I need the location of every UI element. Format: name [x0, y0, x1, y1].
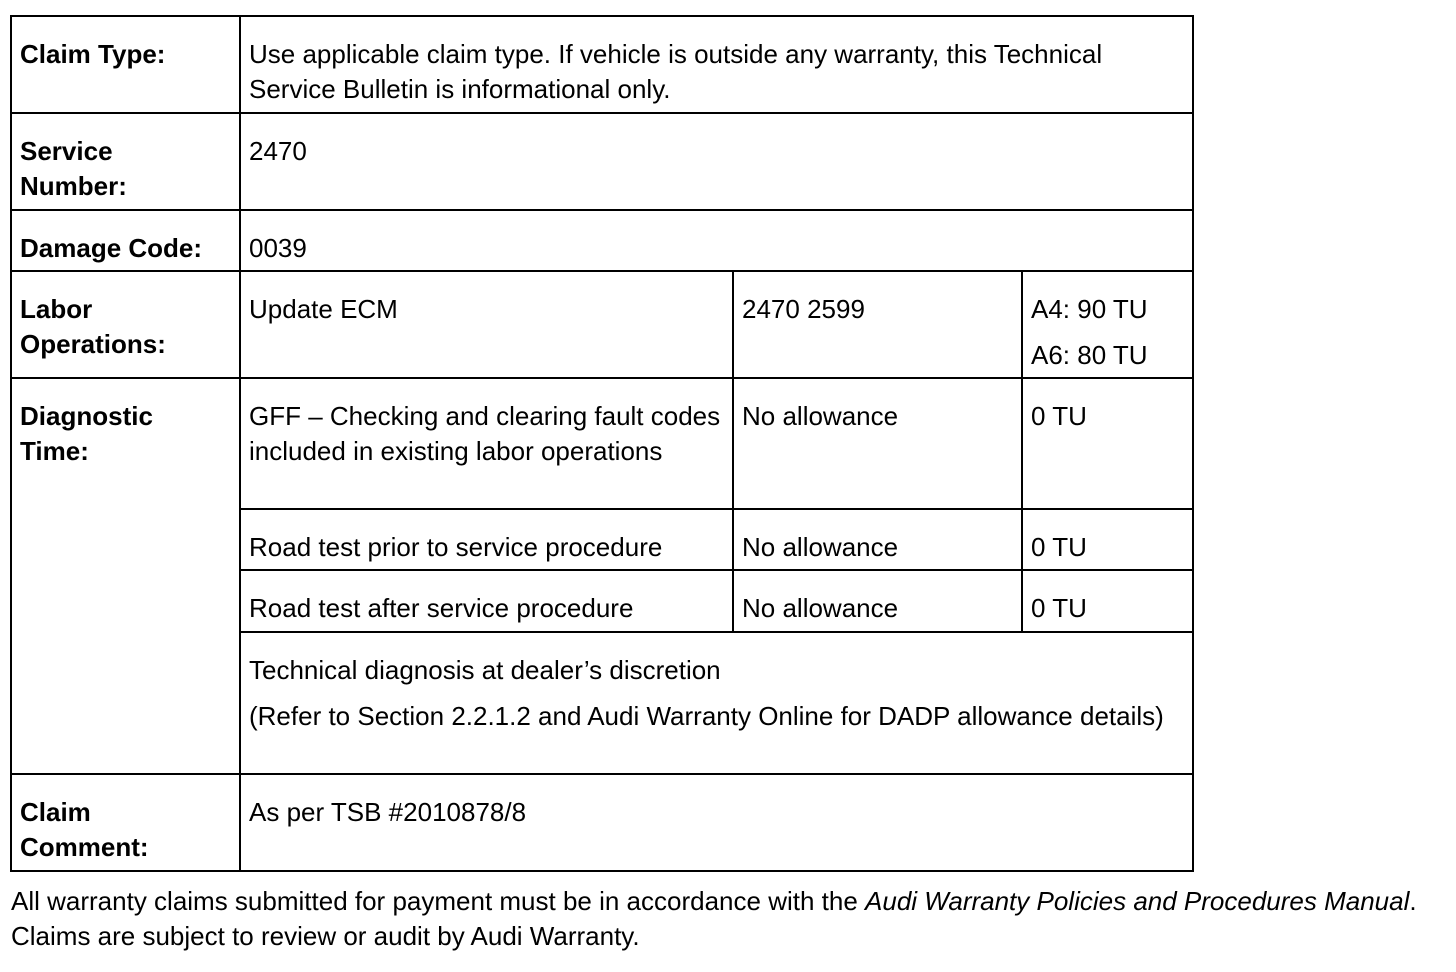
labor-time-a4: A4: 90 TU: [1031, 294, 1148, 324]
labor-operation-code: 2470 2599: [733, 271, 1022, 378]
technical-diagnosis-text: Technical diagnosis at dealer’s discretion: [249, 655, 721, 685]
diagnostic-description: Road test after service procedure: [240, 570, 733, 632]
warranty-footer-note: All warranty claims submitted for payment must be in accordance with the Audi Warranty Policies and Procedures Manual. Claims are subject to review or audit by Audi Warranty.: [11, 886, 1417, 951]
diagnostic-time-value: 0 TU: [1022, 509, 1193, 570]
claim-type-value: Use applicable claim type. If vehicle is outside any warranty, this Technical Service Bulletin is informational only.: [240, 16, 1193, 113]
diagnostic-time-value: 0 TU: [1022, 570, 1193, 632]
diagnostic-description: GFF – Checking and clearing fault codes included in existing labor operations: [240, 378, 733, 509]
warranty-claim-table: [10, 15, 1194, 872]
labor-operations-label: Labor Operations:: [11, 271, 240, 378]
service-number-row: [11, 113, 1193, 210]
damage-code-value: 0039: [240, 210, 1193, 271]
service-number-label: Service Number:: [11, 113, 240, 210]
diagnostic-time-label: Diagnostic Time:: [11, 378, 240, 774]
diagnostic-allowance: No allowance: [733, 570, 1022, 632]
damage-code-label: Damage Code:: [11, 210, 240, 271]
diagnostic-time-value: 0 TU: [1022, 378, 1193, 509]
claim-type-row: [11, 16, 1193, 113]
labor-operations-row: [11, 271, 1193, 378]
labor-time-a6: A6: 80 TU: [1031, 340, 1148, 370]
claim-comment-label: Claim Comment:: [11, 774, 240, 871]
service-number-value: 2470: [240, 113, 1193, 210]
labor-operation-times: [1022, 271, 1193, 378]
diagnostic-row: [11, 378, 1193, 509]
diagnostic-description: Road test prior to service procedure: [240, 509, 733, 570]
technical-diagnosis-cell: [240, 632, 1193, 774]
labor-operation-description: Update ECM: [240, 271, 733, 378]
claim-comment-row: [11, 774, 1193, 871]
manual-title: Audi Warranty Policies and Procedures Manual: [865, 886, 1410, 916]
claim-type-label: Claim Type:: [11, 16, 240, 113]
diagnostic-allowance: No allowance: [733, 509, 1022, 570]
claim-comment-value: As per TSB #2010878/8: [240, 774, 1193, 871]
damage-code-row: [11, 210, 1193, 271]
diagnostic-allowance: No allowance: [733, 378, 1022, 509]
technical-diagnosis-note: (Refer to Section 2.2.1.2 and Audi Warranty Online for DADP allowance details): [249, 701, 1164, 731]
